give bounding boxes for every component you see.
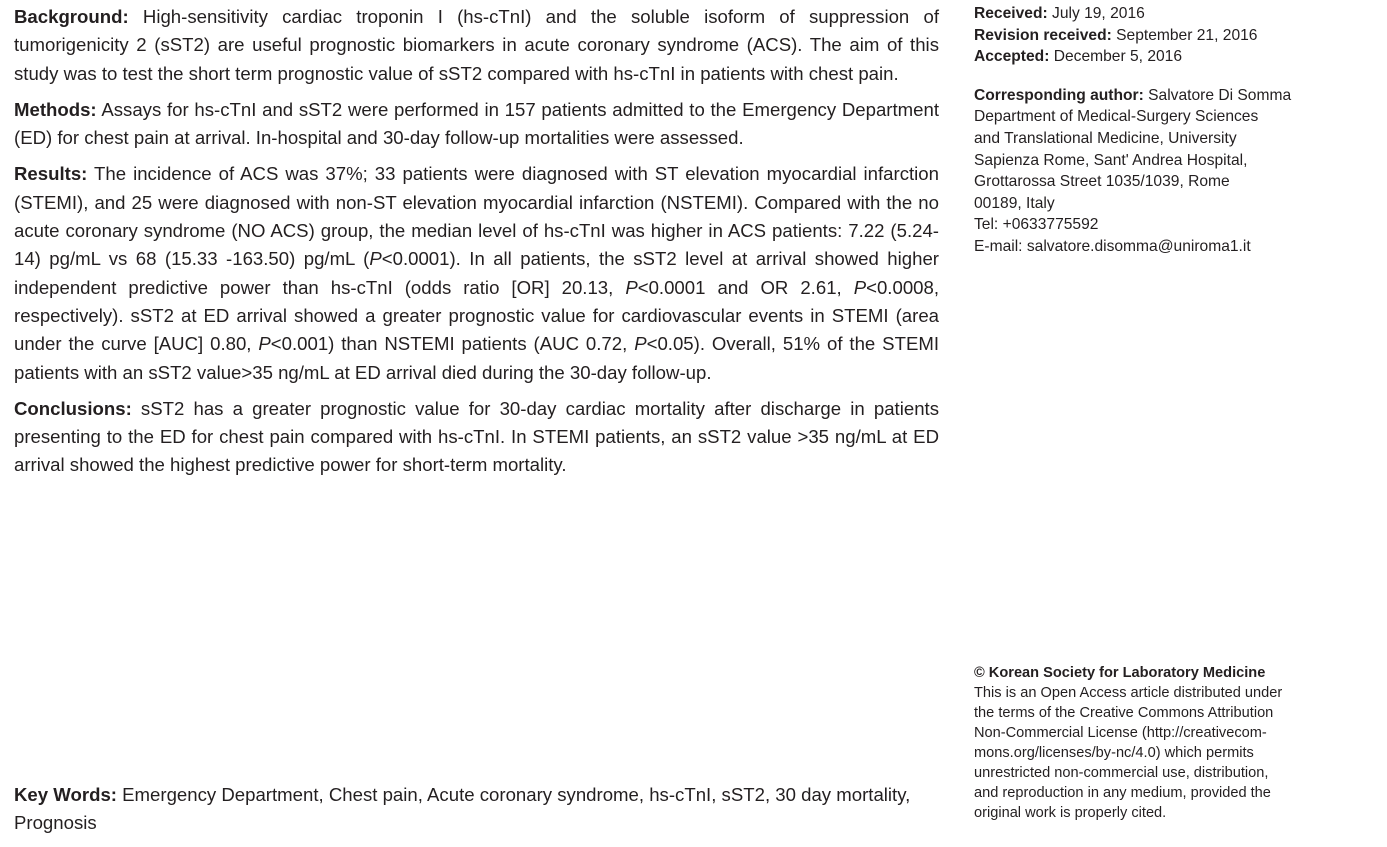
article-info bbox=[974, 3, 1374, 258]
license-line: Non-Commercial License (http://creativecom- bbox=[974, 725, 1267, 741]
conclusions-heading: Conclusions: bbox=[14, 397, 132, 419]
license-line: the terms of the Creative Commons Attribution bbox=[974, 705, 1274, 721]
results-text-1: The incidence of ACS was 37%; 33 patients were diagnosed with ST elevation myocardial infarction (STEMI), and 25 were diagnosed with non-ST elevation myocardial infarction (NSTEMI). Compared with the no acute coronary syndrome (NO ACS) group, the median level of hs-cTnI was higher in ACS patients: 7.22 (5.24-14) pg/mL vs 68 (15.33 -163.50) pg/mL ( bbox=[14, 163, 939, 270]
received-line bbox=[974, 3, 1374, 25]
corresponding-address-line: 00189, Italy bbox=[974, 194, 1055, 212]
background-text: High-sensitivity cardiac troponin I (hs-cTnI) and the soluble isoform of suppression of tumorigenicity 2 (sST2) are useful prognostic biomarkers in acute coronary syndrome (ACS). The aim of this study was to test the short term prognostic value of sST2 compared with hs-cTnI in patients with chest pain. bbox=[14, 6, 939, 84]
accepted-label: Accepted: bbox=[974, 48, 1050, 66]
license-line: unrestricted non-commercial use, distribution, bbox=[974, 765, 1269, 781]
corresponding-address-line: Sapienza Rome, Sant' Andrea Hospital, bbox=[974, 151, 1248, 169]
license-line: and reproduction in any medium, provided the bbox=[974, 785, 1271, 801]
license-line: original work is properly cited. bbox=[974, 805, 1167, 821]
received-date: July 19, 2016 bbox=[1047, 5, 1145, 22]
abstract-results bbox=[14, 160, 939, 386]
license-title: © Korean Society for Laboratory Medicine bbox=[974, 665, 1266, 681]
background-heading: Background: bbox=[14, 6, 129, 27]
results-text-3: <0.0001 and OR 2.61, bbox=[637, 276, 854, 298]
corresponding-author-name: Salvatore Di Somma bbox=[1143, 86, 1292, 104]
p-value-symbol: P bbox=[634, 333, 647, 355]
conclusions-text: sST2 has a greater prognostic value for 30-day cardiac mortality after discharge in patients presenting to the ED for chest pain compared with hs-cTnI. In STEMI patients, an sST2 value >35 ng/mL at ED arrival showed the highest predictive power for short-term mortality. bbox=[14, 397, 939, 476]
license-notice bbox=[974, 663, 1374, 823]
corresponding-address-line: and Translational Medicine, University bbox=[974, 129, 1237, 147]
keywords-heading: Key Words: bbox=[14, 784, 117, 805]
results-text-2: <0.0001). In all patients, the sST2 level at arrival showed higher independent predictive power than hs-cTnI (odds ratio [OR] 20.13, bbox=[14, 248, 939, 298]
accepted-date: December 5, 2016 bbox=[1049, 48, 1183, 66]
corresponding-address-line: Department of Medical-Surgery Sciences bbox=[974, 108, 1259, 126]
license-line: mons.org/licenses/by-nc/4.0) which permits bbox=[974, 745, 1254, 761]
corresponding-address-line: Grottarossa Street 1035/1039, Rome bbox=[974, 173, 1230, 191]
p-value-symbol: P bbox=[853, 276, 867, 298]
abstract-background bbox=[14, 3, 939, 88]
keywords bbox=[14, 781, 939, 838]
abstract-methods bbox=[14, 96, 939, 153]
corresponding-phone: Tel: +0633775592 bbox=[974, 216, 1099, 234]
p-value-symbol: P bbox=[625, 276, 638, 298]
methods-text: Assays for hs-cTnI and sST2 were performed in 157 patients admitted to the Emergency Department (ED) for chest pain at arrival. In-hospital and 30-day follow-up mortalities were assessed. bbox=[14, 98, 939, 149]
p-value-symbol: P bbox=[258, 333, 271, 355]
results-text-4: <0.0008, respectively). sST2 at ED arrival showed a greater prognostic value for cardiovascular events in STEMI (area under the curve [AUC] 0.80, bbox=[14, 276, 940, 355]
revision-line bbox=[974, 25, 1374, 47]
corresponding-author-label: Corresponding author: bbox=[974, 86, 1144, 104]
keywords-text: Emergency Department, Chest pain, Acute coronary syndrome, hs-cTnI, sST2, 30 day mortality, Prognosis bbox=[14, 784, 911, 834]
received-label: Received: bbox=[974, 5, 1048, 22]
corresponding-author-line bbox=[974, 85, 1374, 107]
p-value-symbol: P bbox=[369, 248, 382, 270]
results-text-6: <0.05). Overall, 51% of the STEMI patients with an sST2 value>35 ng/mL at ED arrival died during the 30-day follow-up. bbox=[14, 333, 939, 383]
accepted-line bbox=[974, 46, 1374, 68]
corresponding-email: E-mail: salvatore.disomma@uniroma1.it bbox=[974, 237, 1251, 255]
results-heading: Results: bbox=[14, 163, 88, 185]
revision-label: Revision received: bbox=[974, 26, 1112, 44]
license-line: This is an Open Access article distributed under bbox=[974, 685, 1283, 701]
results-text-5: <0.001) than NSTEMI patients (AUC 0.72, bbox=[270, 333, 635, 355]
abstract-body bbox=[14, 3, 939, 488]
abstract-conclusions bbox=[14, 395, 939, 480]
revision-date: September 21, 2016 bbox=[1111, 26, 1258, 44]
methods-heading: Methods: bbox=[14, 98, 97, 120]
